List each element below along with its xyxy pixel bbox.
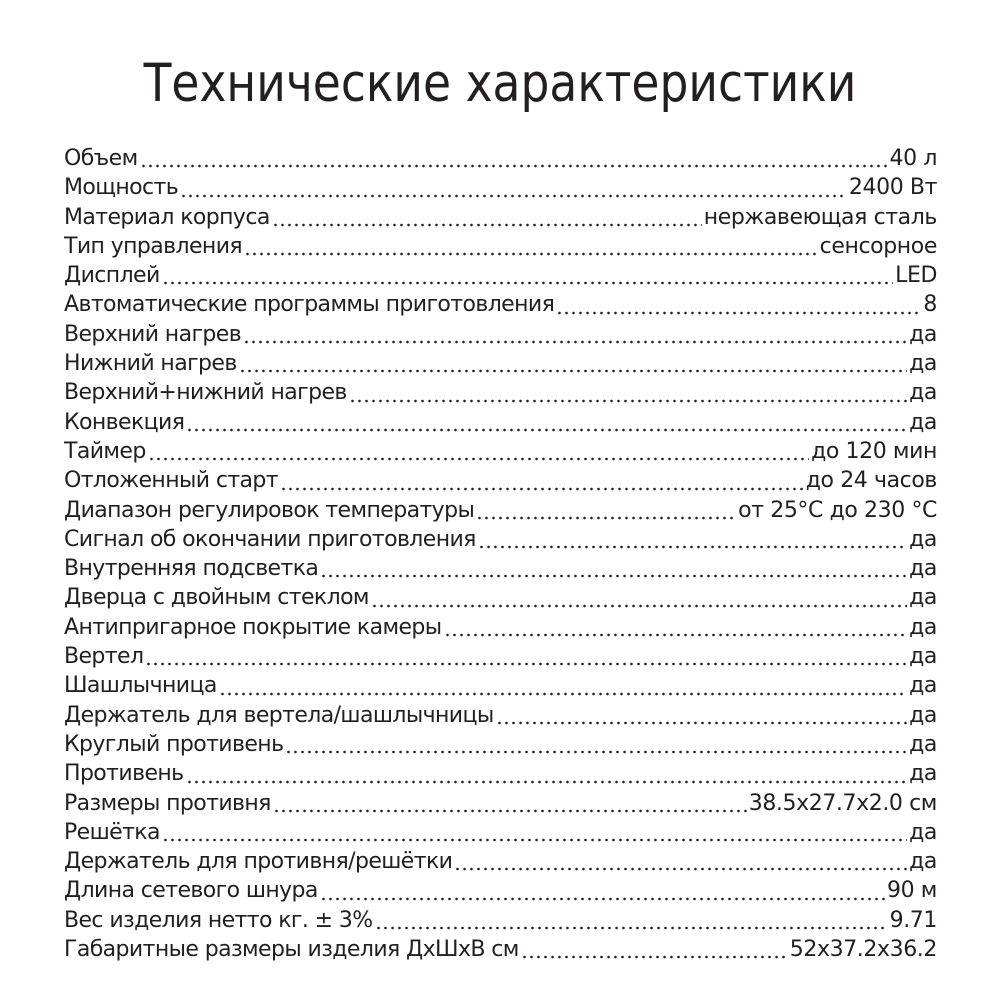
- spec-value: да: [909, 351, 937, 377]
- spec-value: 38.5x27.7x2.0 см: [748, 790, 937, 816]
- dot-leader: [273, 791, 747, 813]
- spec-label: Верхний+нижний нагрев: [64, 380, 347, 406]
- spec-label: Противень: [64, 761, 184, 787]
- spec-value: да: [909, 614, 937, 640]
- spec-label: Держатель для вертела/шашлычницы: [64, 702, 494, 728]
- spec-value: да: [909, 702, 937, 728]
- spec-label: Вертел: [64, 644, 144, 670]
- spec-row: [64, 701, 937, 730]
- dot-leader: [375, 908, 888, 930]
- dot-leader: [180, 176, 847, 198]
- spec-list: [64, 144, 937, 964]
- dot-leader: [371, 586, 907, 608]
- spec-label: Конвекция: [64, 409, 185, 435]
- spec-label: Нижний нагрев: [64, 351, 237, 377]
- spec-value: да: [909, 526, 937, 552]
- spec-value: нержавеющая сталь: [703, 204, 937, 230]
- dot-leader: [320, 879, 885, 901]
- dot-leader: [285, 732, 907, 754]
- page-title: Технические характеристики: [143, 53, 857, 114]
- spec-value: 90 м: [887, 878, 937, 904]
- spec-row: [64, 173, 937, 202]
- dot-leader: [478, 527, 907, 549]
- spec-label: Диапазон регулировок температуры: [64, 497, 475, 523]
- spec-label: Сигнал об окончании приготовления: [64, 526, 476, 552]
- spec-row: [64, 730, 937, 759]
- spec-label: Габаритные размеры изделия ДхШхВ см: [64, 937, 519, 963]
- spec-value: 9.71: [889, 907, 937, 933]
- spec-label: Круглый противень: [64, 731, 284, 757]
- spec-value: да: [909, 761, 937, 787]
- spec-row: [64, 525, 937, 554]
- dot-leader: [162, 820, 907, 842]
- spec-label: Таймер: [64, 438, 146, 464]
- dot-leader: [239, 351, 907, 373]
- spec-value: да: [909, 585, 937, 611]
- dot-leader: [280, 469, 804, 491]
- spec-value: до 120 мин: [811, 438, 937, 464]
- spec-row: [64, 496, 937, 525]
- spec-label: Материал корпуса: [64, 204, 270, 230]
- spec-label: Мощность: [64, 175, 179, 201]
- spec-row: [64, 759, 937, 788]
- spec-row: [64, 261, 937, 290]
- dot-leader: [454, 849, 907, 871]
- spec-row: [64, 613, 937, 642]
- spec-label: Решётка: [64, 819, 160, 845]
- spec-row: [64, 906, 937, 935]
- spec-value: да: [909, 731, 937, 757]
- dot-leader: [272, 205, 702, 227]
- spec-value: да: [909, 673, 937, 699]
- spec-value: да: [909, 819, 937, 845]
- spec-row: [64, 671, 937, 700]
- spec-row: [64, 378, 937, 407]
- dot-leader: [186, 762, 908, 784]
- dot-leader: [148, 439, 809, 461]
- spec-row: [64, 935, 937, 964]
- spec-row: [64, 349, 937, 378]
- dot-leader: [243, 322, 907, 344]
- spec-row: [64, 232, 937, 261]
- spec-label: Длина сетевого шнура: [64, 878, 318, 904]
- spec-row: [64, 642, 937, 671]
- spec-value: да: [909, 556, 937, 582]
- spec-label: Отложенный старт: [64, 468, 279, 494]
- spec-value: 52x37.2x36.2: [789, 937, 937, 963]
- spec-row: [64, 583, 937, 612]
- spec-label: Вес изделия нетто кг. ± 3%: [64, 907, 373, 933]
- dot-leader: [320, 556, 907, 578]
- spec-row: [64, 203, 937, 232]
- spec-value: да: [909, 380, 937, 406]
- dot-leader: [186, 410, 907, 432]
- spec-value: 40 л: [889, 146, 937, 171]
- dot-leader: [496, 703, 907, 725]
- spec-row: [64, 320, 937, 349]
- dot-leader: [349, 381, 907, 403]
- dot-leader: [444, 615, 908, 637]
- dot-leader: [162, 263, 893, 285]
- spec-row: [64, 876, 937, 905]
- spec-label: Дверца с двойным стеклом: [64, 585, 369, 611]
- spec-value: да: [909, 644, 937, 670]
- spec-label: Объем: [64, 146, 138, 171]
- spec-row: [64, 466, 937, 495]
- spec-label: Верхний нагрев: [64, 321, 242, 347]
- spec-value: да: [909, 409, 937, 435]
- spec-label: Держатель для противня/решётки: [64, 849, 453, 875]
- spec-value: сенсорное: [819, 233, 937, 259]
- spec-value: LED: [895, 263, 937, 289]
- spec-value: да: [909, 849, 937, 875]
- spec-row: [64, 789, 937, 818]
- spec-row: [64, 290, 937, 319]
- spec-label: Внутренняя подсветка: [64, 556, 319, 582]
- dot-leader: [476, 498, 736, 520]
- spec-label: Антипригарное покрытие камеры: [64, 614, 442, 640]
- spec-label: Автоматические программы приготовления: [64, 292, 555, 318]
- spec-value: 8: [923, 292, 937, 318]
- spec-label: Размеры противня: [64, 790, 271, 816]
- dot-leader: [244, 234, 818, 256]
- spec-row: [64, 144, 937, 173]
- dot-leader: [521, 937, 788, 959]
- spec-row: [64, 818, 937, 847]
- spec-value: от 25°С до 230 °С: [738, 497, 937, 523]
- spec-label: Шашлычница: [64, 673, 217, 699]
- spec-row: [64, 437, 937, 466]
- spec-row: [64, 408, 937, 437]
- dot-leader: [145, 644, 907, 666]
- spec-value: да: [909, 321, 937, 347]
- dot-leader: [556, 293, 921, 315]
- spec-label: Тип управления: [64, 233, 243, 259]
- spec-value: до 24 часов: [805, 468, 937, 494]
- spec-row: [64, 847, 937, 876]
- spec-row: [64, 554, 937, 583]
- spec-value: 2400 Вт: [848, 175, 937, 201]
- dot-leader: [140, 146, 888, 168]
- spec-label: Дисплей: [64, 263, 160, 289]
- dot-leader: [219, 674, 907, 696]
